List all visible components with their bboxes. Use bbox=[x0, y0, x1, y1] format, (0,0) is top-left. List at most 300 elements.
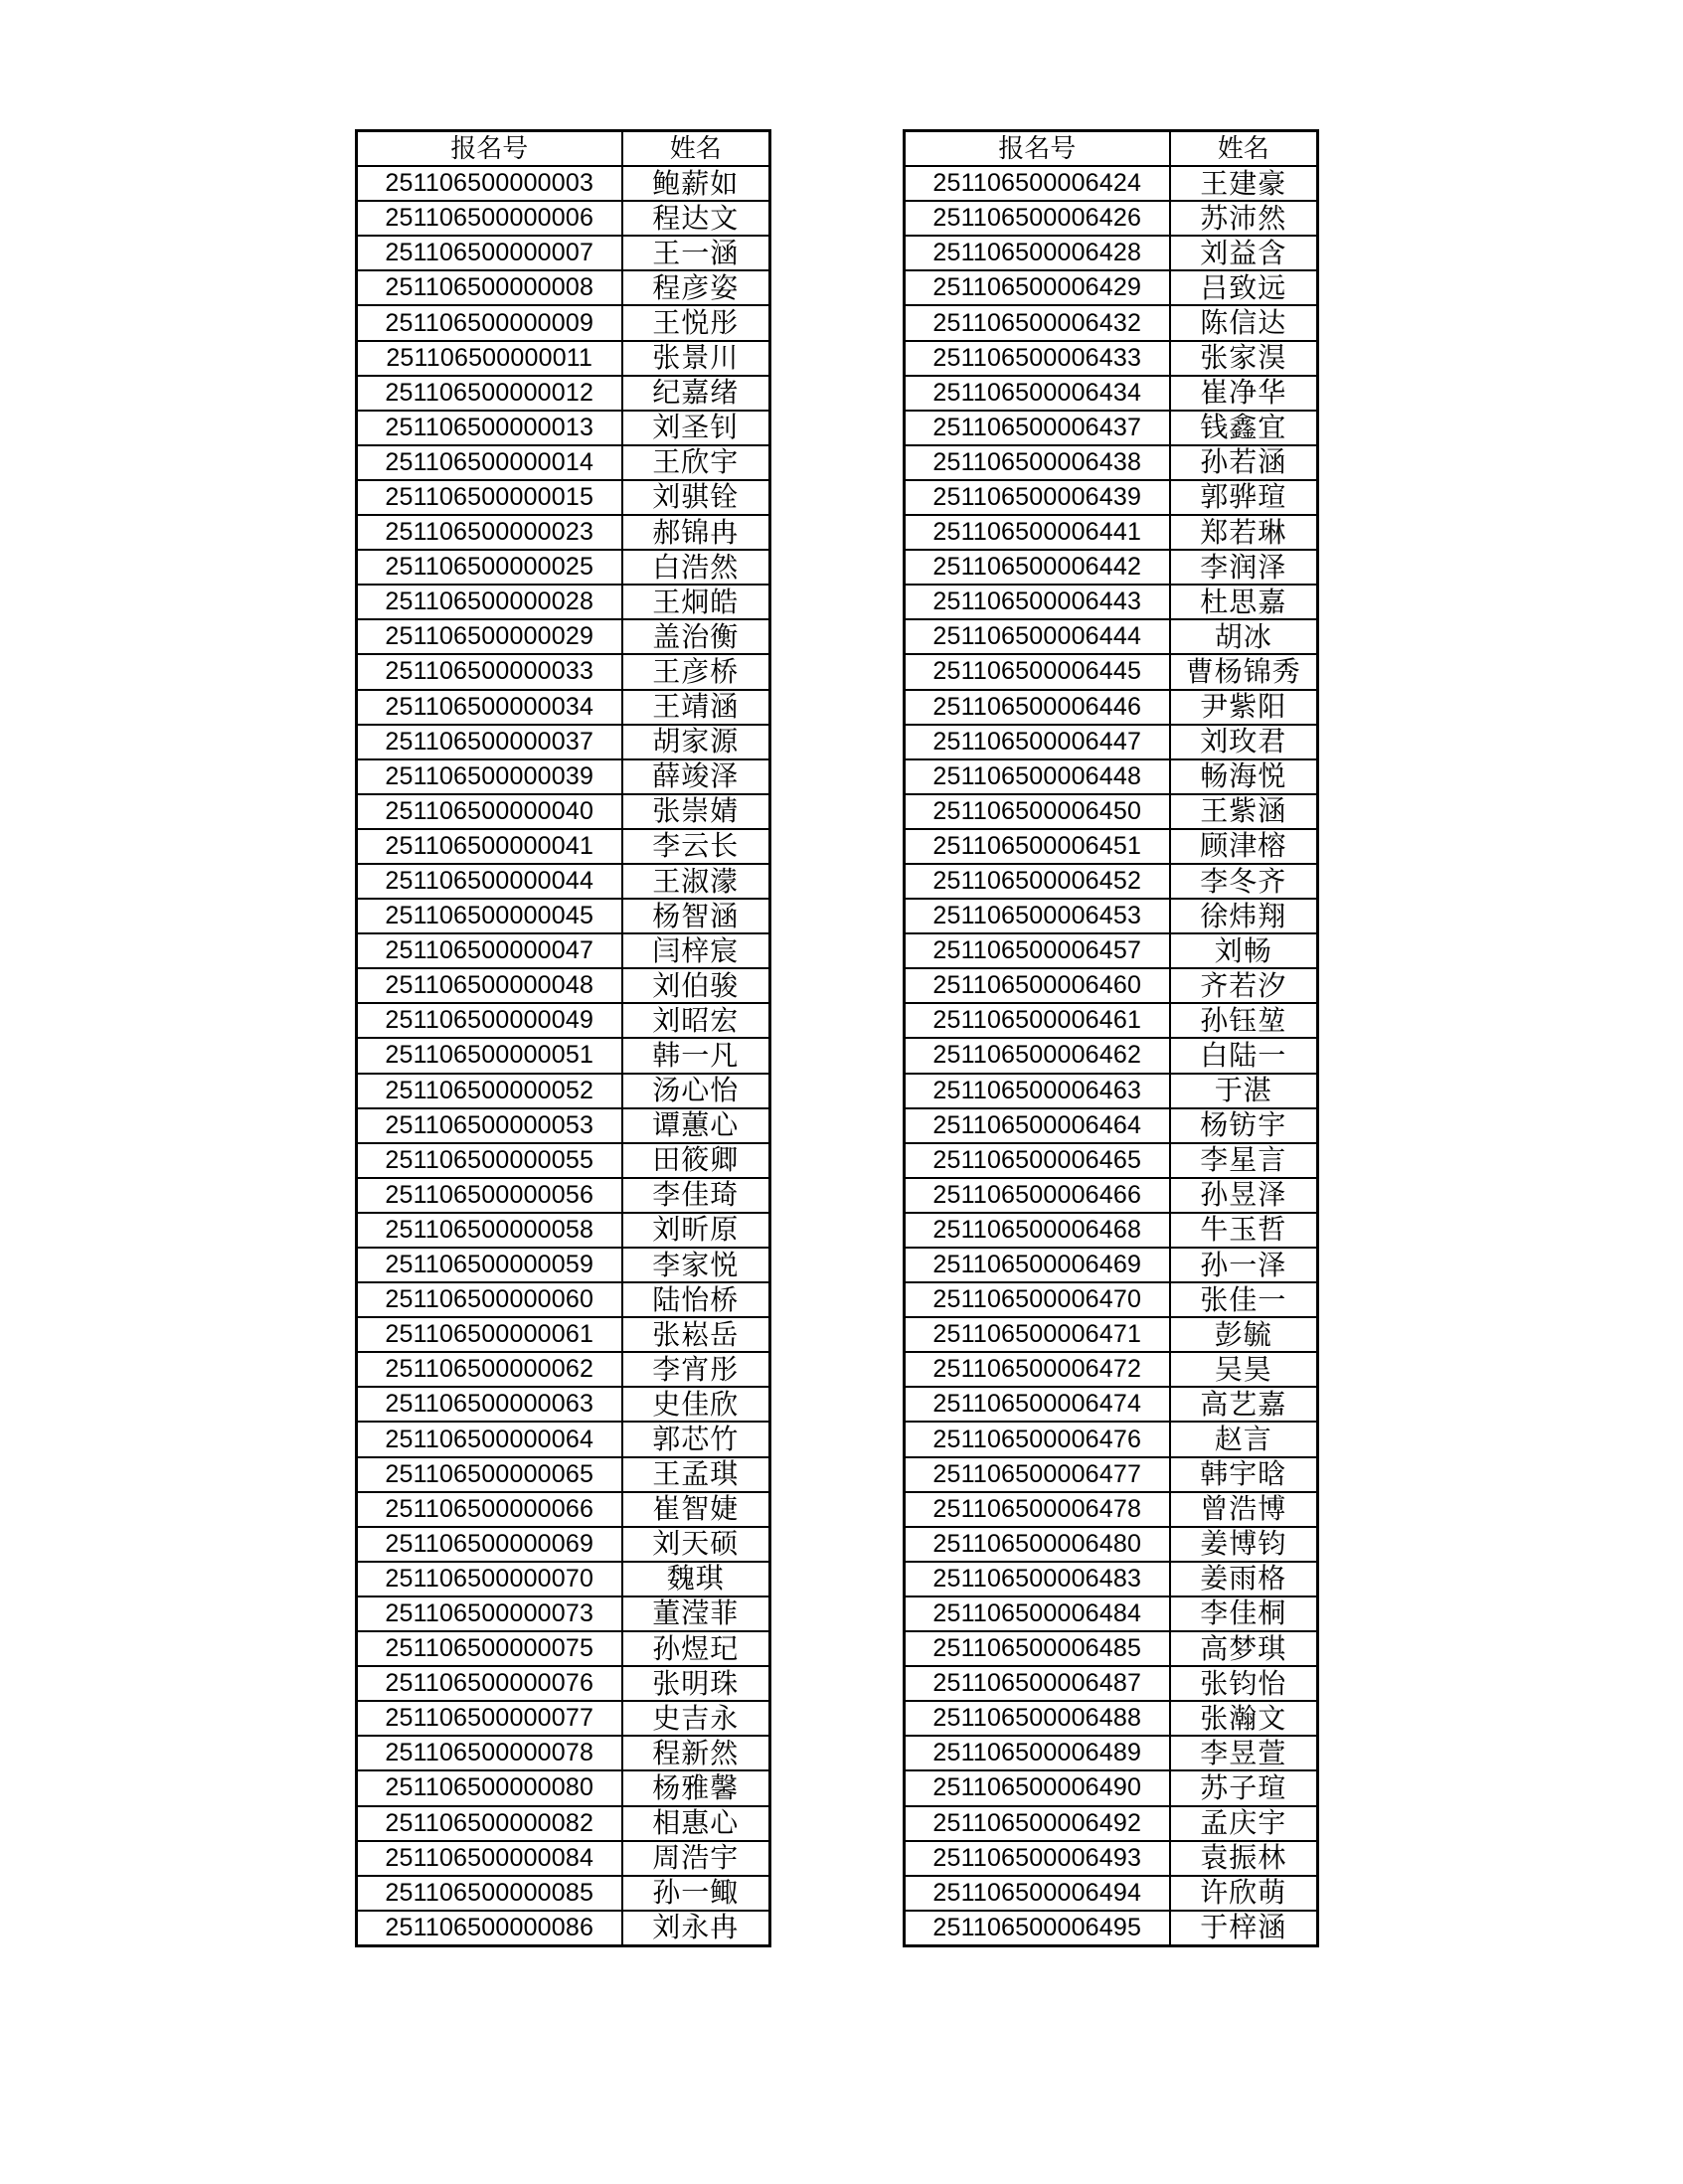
registration-number: 251106500006438 bbox=[905, 445, 1170, 480]
table-row bbox=[905, 1701, 1318, 1736]
student-name: 曾浩博 bbox=[1170, 1492, 1318, 1527]
registration-number: 251106500000045 bbox=[357, 899, 622, 933]
student-name: 杨钫宇 bbox=[1170, 1108, 1318, 1143]
registration-number: 251106500000065 bbox=[357, 1457, 622, 1492]
student-name: 刘圣钊 bbox=[622, 411, 770, 445]
registration-number: 251106500006465 bbox=[905, 1143, 1170, 1178]
table-row bbox=[357, 1387, 770, 1422]
registration-number: 251106500000025 bbox=[357, 550, 622, 585]
table-row bbox=[357, 864, 770, 899]
student-name: 孙煜玘 bbox=[622, 1631, 770, 1666]
registration-number: 251106500000058 bbox=[357, 1213, 622, 1248]
table-row bbox=[905, 690, 1318, 725]
registration-number: 251106500000069 bbox=[357, 1527, 622, 1562]
student-name: 王建豪 bbox=[1170, 166, 1318, 201]
registration-number: 251106500000062 bbox=[357, 1352, 622, 1387]
student-name: 顾津榕 bbox=[1170, 829, 1318, 864]
registration-number: 251106500006451 bbox=[905, 829, 1170, 864]
student-name: 李宵彤 bbox=[622, 1352, 770, 1387]
table-row bbox=[357, 1841, 770, 1876]
student-name: 张佳一 bbox=[1170, 1282, 1318, 1317]
student-name: 王孟琪 bbox=[622, 1457, 770, 1492]
student-name: 汤心怡 bbox=[622, 1074, 770, 1108]
student-name: 李家悦 bbox=[622, 1248, 770, 1282]
table-row bbox=[357, 1143, 770, 1178]
table-row bbox=[905, 1003, 1318, 1038]
registration-number: 251106500000028 bbox=[357, 585, 622, 619]
table-row bbox=[905, 1317, 1318, 1352]
student-name: 钱鑫宜 bbox=[1170, 411, 1318, 445]
registration-number: 251106500006489 bbox=[905, 1736, 1170, 1770]
registration-number: 251106500006471 bbox=[905, 1317, 1170, 1352]
student-name: 王淑濛 bbox=[622, 864, 770, 899]
table-row bbox=[357, 236, 770, 270]
table-row bbox=[357, 585, 770, 619]
table-row bbox=[905, 968, 1318, 1003]
student-name: 李冬齐 bbox=[1170, 864, 1318, 899]
roster-table-left bbox=[355, 129, 771, 1947]
student-name: 彭毓 bbox=[1170, 1317, 1318, 1352]
table-row bbox=[905, 829, 1318, 864]
registration-number: 251106500000029 bbox=[357, 619, 622, 654]
table-row bbox=[357, 1492, 770, 1527]
registration-number: 251106500006493 bbox=[905, 1841, 1170, 1876]
registration-number: 251106500000011 bbox=[357, 341, 622, 376]
student-name: 张景川 bbox=[622, 341, 770, 376]
registration-number: 251106500006437 bbox=[905, 411, 1170, 445]
registration-number: 251106500000082 bbox=[357, 1806, 622, 1841]
table-row bbox=[905, 1038, 1318, 1073]
student-name: 刘昕原 bbox=[622, 1213, 770, 1248]
registration-number: 251106500000060 bbox=[357, 1282, 622, 1317]
table-row bbox=[905, 864, 1318, 899]
table-row bbox=[905, 654, 1318, 689]
table-row bbox=[905, 1352, 1318, 1387]
table-row bbox=[357, 1911, 770, 1946]
student-name: 杨雅馨 bbox=[622, 1770, 770, 1805]
registration-number: 251106500006424 bbox=[905, 166, 1170, 201]
table-row bbox=[357, 1038, 770, 1073]
student-name: 高梦琪 bbox=[1170, 1631, 1318, 1666]
student-name: 刘畅 bbox=[1170, 933, 1318, 968]
student-name: 崔净华 bbox=[1170, 376, 1318, 411]
registration-number: 251106500000047 bbox=[357, 933, 622, 968]
student-name: 程新然 bbox=[622, 1736, 770, 1770]
registration-number: 251106500006443 bbox=[905, 585, 1170, 619]
table-row bbox=[905, 725, 1318, 759]
student-name: 曹杨锦秀 bbox=[1170, 654, 1318, 689]
registration-number: 251106500000009 bbox=[357, 305, 622, 340]
student-name: 韩宇晗 bbox=[1170, 1457, 1318, 1492]
student-name: 刘玫君 bbox=[1170, 725, 1318, 759]
registration-number: 251106500000056 bbox=[357, 1178, 622, 1213]
student-name: 张明珠 bbox=[622, 1666, 770, 1701]
table-row bbox=[357, 725, 770, 759]
table-row bbox=[357, 515, 770, 550]
table-row bbox=[357, 376, 770, 411]
registration-number: 251106500000061 bbox=[357, 1317, 622, 1352]
registration-number: 251106500006450 bbox=[905, 794, 1170, 829]
registration-number: 251106500006447 bbox=[905, 725, 1170, 759]
registration-number: 251106500000048 bbox=[357, 968, 622, 1003]
table-row bbox=[357, 550, 770, 585]
student-name: 纪嘉绪 bbox=[622, 376, 770, 411]
table-row bbox=[905, 1527, 1318, 1562]
registration-number: 251106500000059 bbox=[357, 1248, 622, 1282]
table-row bbox=[905, 411, 1318, 445]
table-row bbox=[357, 690, 770, 725]
table-row bbox=[905, 1596, 1318, 1631]
student-name: 齐若汐 bbox=[1170, 968, 1318, 1003]
registration-number: 251106500006457 bbox=[905, 933, 1170, 968]
student-name: 于湛 bbox=[1170, 1074, 1318, 1108]
student-name: 徐炜翔 bbox=[1170, 899, 1318, 933]
student-name: 刘伯骏 bbox=[622, 968, 770, 1003]
registration-number: 251106500000070 bbox=[357, 1562, 622, 1596]
registration-number: 251106500006461 bbox=[905, 1003, 1170, 1038]
table-row bbox=[357, 305, 770, 340]
registration-number: 251106500006429 bbox=[905, 270, 1170, 305]
registration-number: 251106500006442 bbox=[905, 550, 1170, 585]
registration-number: 251106500000066 bbox=[357, 1492, 622, 1527]
registration-number: 251106500000075 bbox=[357, 1631, 622, 1666]
table-row bbox=[905, 166, 1318, 201]
table-row bbox=[905, 1736, 1318, 1770]
registration-number: 251106500000014 bbox=[357, 445, 622, 480]
registration-number: 251106500006490 bbox=[905, 1770, 1170, 1805]
table-row bbox=[357, 1770, 770, 1805]
table-row bbox=[905, 341, 1318, 376]
header-row bbox=[357, 131, 770, 167]
table-row bbox=[357, 1248, 770, 1282]
student-name: 于梓涵 bbox=[1170, 1911, 1318, 1946]
table-row bbox=[357, 1213, 770, 1248]
table-row bbox=[905, 1387, 1318, 1422]
student-name: 杜思嘉 bbox=[1170, 585, 1318, 619]
student-name: 李星言 bbox=[1170, 1143, 1318, 1178]
registration-number: 251106500006469 bbox=[905, 1248, 1170, 1282]
student-name: 孙一泽 bbox=[1170, 1248, 1318, 1282]
student-name: 相惠心 bbox=[622, 1806, 770, 1841]
registration-number: 251106500000040 bbox=[357, 794, 622, 829]
student-name: 姜博钧 bbox=[1170, 1527, 1318, 1562]
table-row bbox=[357, 759, 770, 794]
student-name: 刘永冉 bbox=[622, 1911, 770, 1946]
student-name: 程彦姿 bbox=[622, 270, 770, 305]
student-name: 盖治衡 bbox=[622, 619, 770, 654]
student-name: 吴昊 bbox=[1170, 1352, 1318, 1387]
student-name: 王一涵 bbox=[622, 236, 770, 270]
table-row bbox=[905, 201, 1318, 236]
registration-number: 251106500000013 bbox=[357, 411, 622, 445]
registration-number: 251106500006488 bbox=[905, 1701, 1170, 1736]
student-name: 赵言 bbox=[1170, 1422, 1318, 1456]
registration-number: 251106500006428 bbox=[905, 236, 1170, 270]
student-name: 张崇婧 bbox=[622, 794, 770, 829]
registration-number: 251106500006445 bbox=[905, 654, 1170, 689]
registration-number: 251106500006434 bbox=[905, 376, 1170, 411]
table-row bbox=[905, 933, 1318, 968]
student-name: 孙钰堃 bbox=[1170, 1003, 1318, 1038]
table-row bbox=[905, 1562, 1318, 1596]
table-row bbox=[357, 1317, 770, 1352]
table-row bbox=[905, 1631, 1318, 1666]
student-name: 孙一鲰 bbox=[622, 1876, 770, 1911]
student-name: 胡家源 bbox=[622, 725, 770, 759]
table-row bbox=[905, 1841, 1318, 1876]
student-name: 李佳琦 bbox=[622, 1178, 770, 1213]
student-name: 孙若涵 bbox=[1170, 445, 1318, 480]
student-name: 刘天硕 bbox=[622, 1527, 770, 1562]
table-row bbox=[357, 1178, 770, 1213]
registration-number: 251106500000034 bbox=[357, 690, 622, 725]
student-name: 李润泽 bbox=[1170, 550, 1318, 585]
table-row bbox=[905, 270, 1318, 305]
table-row bbox=[905, 1178, 1318, 1213]
table-row bbox=[357, 829, 770, 864]
table-row bbox=[905, 1911, 1318, 1946]
table-row bbox=[905, 1457, 1318, 1492]
table-row bbox=[905, 759, 1318, 794]
table-row bbox=[357, 1701, 770, 1736]
student-name: 谭蕙心 bbox=[622, 1108, 770, 1143]
table-row bbox=[357, 1631, 770, 1666]
table-row bbox=[905, 1282, 1318, 1317]
registration-number: 251106500000041 bbox=[357, 829, 622, 864]
table-row bbox=[357, 1108, 770, 1143]
table-row bbox=[905, 305, 1318, 340]
registration-number: 251106500000063 bbox=[357, 1387, 622, 1422]
registration-number: 251106500000008 bbox=[357, 270, 622, 305]
table-row bbox=[905, 1074, 1318, 1108]
student-name: 王悦彤 bbox=[622, 305, 770, 340]
table-row bbox=[357, 1527, 770, 1562]
registration-number: 251106500006495 bbox=[905, 1911, 1170, 1946]
student-name: 王欣宇 bbox=[622, 445, 770, 480]
student-name: 陆怡桥 bbox=[622, 1282, 770, 1317]
table-row bbox=[905, 1770, 1318, 1805]
registration-number: 251106500006432 bbox=[905, 305, 1170, 340]
registration-number: 251106500000073 bbox=[357, 1596, 622, 1631]
registration-number: 251106500006466 bbox=[905, 1178, 1170, 1213]
student-name: 田筱卿 bbox=[622, 1143, 770, 1178]
registration-number: 251106500000023 bbox=[357, 515, 622, 550]
table-row bbox=[357, 166, 770, 201]
table-row bbox=[905, 1876, 1318, 1911]
table-row bbox=[905, 1213, 1318, 1248]
registration-number: 251106500006462 bbox=[905, 1038, 1170, 1073]
table-row bbox=[905, 445, 1318, 480]
student-name: 刘昭宏 bbox=[622, 1003, 770, 1038]
student-name: 郝锦冉 bbox=[622, 515, 770, 550]
student-name: 薛竣泽 bbox=[622, 759, 770, 794]
registration-number: 251106500006433 bbox=[905, 341, 1170, 376]
registration-number: 251106500006485 bbox=[905, 1631, 1170, 1666]
registration-number: 251106500006470 bbox=[905, 1282, 1170, 1317]
student-name: 白浩然 bbox=[622, 550, 770, 585]
registration-number: 251106500006480 bbox=[905, 1527, 1170, 1562]
header-name: 姓名 bbox=[1170, 131, 1318, 167]
table-row bbox=[357, 1074, 770, 1108]
registration-number: 251106500000039 bbox=[357, 759, 622, 794]
table-row bbox=[357, 1806, 770, 1841]
registration-number: 251106500006463 bbox=[905, 1074, 1170, 1108]
table-row bbox=[357, 1562, 770, 1596]
table-row bbox=[357, 445, 770, 480]
registration-number: 251106500006453 bbox=[905, 899, 1170, 933]
registration-number: 251106500006439 bbox=[905, 480, 1170, 515]
table-row bbox=[357, 619, 770, 654]
table-row bbox=[905, 376, 1318, 411]
table-row bbox=[905, 585, 1318, 619]
student-name: 郭骅瑄 bbox=[1170, 480, 1318, 515]
header-id: 报名号 bbox=[905, 131, 1170, 167]
registration-number: 251106500000012 bbox=[357, 376, 622, 411]
table-row bbox=[357, 341, 770, 376]
student-name: 张钧怡 bbox=[1170, 1666, 1318, 1701]
student-name: 郑若琳 bbox=[1170, 515, 1318, 550]
student-name: 王靖涵 bbox=[622, 690, 770, 725]
registration-number: 251106500000086 bbox=[357, 1911, 622, 1946]
table-row bbox=[357, 411, 770, 445]
table-row bbox=[905, 1806, 1318, 1841]
table-row bbox=[905, 515, 1318, 550]
table-row bbox=[905, 236, 1318, 270]
header-name: 姓名 bbox=[622, 131, 770, 167]
registration-number: 251106500000006 bbox=[357, 201, 622, 236]
roster-body-right bbox=[905, 166, 1318, 1945]
student-name: 杨智涵 bbox=[622, 899, 770, 933]
student-name: 鲍薪如 bbox=[622, 166, 770, 201]
table-row bbox=[905, 1108, 1318, 1143]
registration-number: 251106500000078 bbox=[357, 1736, 622, 1770]
student-name: 胡冰 bbox=[1170, 619, 1318, 654]
student-name: 韩一凡 bbox=[622, 1038, 770, 1073]
table-row bbox=[357, 1736, 770, 1770]
header-row bbox=[905, 131, 1318, 167]
student-name: 史佳欣 bbox=[622, 1387, 770, 1422]
registration-number: 251106500006494 bbox=[905, 1876, 1170, 1911]
table-row bbox=[357, 1003, 770, 1038]
student-name: 李云长 bbox=[622, 829, 770, 864]
student-name: 尹紫阳 bbox=[1170, 690, 1318, 725]
registration-number: 251106500006477 bbox=[905, 1457, 1170, 1492]
registration-number: 251106500000053 bbox=[357, 1108, 622, 1143]
student-name: 张家淏 bbox=[1170, 341, 1318, 376]
table-row bbox=[905, 1492, 1318, 1527]
table-row bbox=[357, 1422, 770, 1456]
student-name: 苏沛然 bbox=[1170, 201, 1318, 236]
registration-number: 251106500006448 bbox=[905, 759, 1170, 794]
student-name: 李佳桐 bbox=[1170, 1596, 1318, 1631]
table-row bbox=[357, 968, 770, 1003]
registration-number: 251106500006441 bbox=[905, 515, 1170, 550]
registration-number: 251106500000049 bbox=[357, 1003, 622, 1038]
registration-number: 251106500000076 bbox=[357, 1666, 622, 1701]
student-name: 史吉永 bbox=[622, 1701, 770, 1736]
registration-number: 251106500006452 bbox=[905, 864, 1170, 899]
student-name: 王紫涵 bbox=[1170, 794, 1318, 829]
table-row bbox=[357, 899, 770, 933]
table-row bbox=[357, 933, 770, 968]
student-name: 程达文 bbox=[622, 201, 770, 236]
student-name: 牛玉哲 bbox=[1170, 1213, 1318, 1248]
registration-number: 251106500006446 bbox=[905, 690, 1170, 725]
table-row bbox=[357, 654, 770, 689]
table-row bbox=[905, 550, 1318, 585]
registration-number: 251106500000044 bbox=[357, 864, 622, 899]
table-row bbox=[905, 794, 1318, 829]
registration-number: 251106500006468 bbox=[905, 1213, 1170, 1248]
table-row bbox=[357, 1282, 770, 1317]
registration-number: 251106500000015 bbox=[357, 480, 622, 515]
student-name: 刘益含 bbox=[1170, 236, 1318, 270]
student-name: 王彦桥 bbox=[622, 654, 770, 689]
registration-number: 251106500000033 bbox=[357, 654, 622, 689]
table-row bbox=[905, 480, 1318, 515]
registration-number: 251106500006484 bbox=[905, 1596, 1170, 1631]
registration-number: 251106500006460 bbox=[905, 968, 1170, 1003]
table-row bbox=[357, 270, 770, 305]
table-row bbox=[905, 1666, 1318, 1701]
student-name: 魏琪 bbox=[622, 1562, 770, 1596]
registration-number: 251106500006476 bbox=[905, 1422, 1170, 1456]
registration-number: 251106500006444 bbox=[905, 619, 1170, 654]
registration-number: 251106500006483 bbox=[905, 1562, 1170, 1596]
student-name: 苏子瑄 bbox=[1170, 1770, 1318, 1805]
registration-number: 251106500006487 bbox=[905, 1666, 1170, 1701]
table-row bbox=[357, 1352, 770, 1387]
table-row bbox=[905, 899, 1318, 933]
registration-number: 251106500000084 bbox=[357, 1841, 622, 1876]
registration-number: 251106500006472 bbox=[905, 1352, 1170, 1387]
student-name: 白陆一 bbox=[1170, 1038, 1318, 1073]
table-row bbox=[905, 619, 1318, 654]
table-row bbox=[905, 1143, 1318, 1178]
registration-number: 251106500000085 bbox=[357, 1876, 622, 1911]
student-name: 张崧岳 bbox=[622, 1317, 770, 1352]
table-row bbox=[357, 1457, 770, 1492]
student-name: 陈信达 bbox=[1170, 305, 1318, 340]
student-name: 李昱萱 bbox=[1170, 1736, 1318, 1770]
table-row bbox=[357, 480, 770, 515]
registration-number: 251106500000007 bbox=[357, 236, 622, 270]
registration-number: 251106500000077 bbox=[357, 1701, 622, 1736]
registration-number: 251106500006426 bbox=[905, 201, 1170, 236]
student-name: 郭芯竹 bbox=[622, 1422, 770, 1456]
registration-number: 251106500000064 bbox=[357, 1422, 622, 1456]
registration-number: 251106500006492 bbox=[905, 1806, 1170, 1841]
student-name: 许欣萌 bbox=[1170, 1876, 1318, 1911]
registration-number: 251106500000052 bbox=[357, 1074, 622, 1108]
student-name: 吕致远 bbox=[1170, 270, 1318, 305]
table-row bbox=[357, 201, 770, 236]
registration-number: 251106500006464 bbox=[905, 1108, 1170, 1143]
student-name: 董滢菲 bbox=[622, 1596, 770, 1631]
registration-number: 251106500006474 bbox=[905, 1387, 1170, 1422]
table-row bbox=[905, 1422, 1318, 1456]
student-name: 孟庆宇 bbox=[1170, 1806, 1318, 1841]
registration-number: 251106500006478 bbox=[905, 1492, 1170, 1527]
student-name: 畅海悦 bbox=[1170, 759, 1318, 794]
table-row bbox=[357, 1666, 770, 1701]
roster-table-right bbox=[903, 129, 1319, 1947]
student-name: 刘骐铨 bbox=[622, 480, 770, 515]
student-name: 孙昱泽 bbox=[1170, 1178, 1318, 1213]
table-row bbox=[905, 1248, 1318, 1282]
student-name: 袁振林 bbox=[1170, 1841, 1318, 1876]
student-name: 张瀚文 bbox=[1170, 1701, 1318, 1736]
